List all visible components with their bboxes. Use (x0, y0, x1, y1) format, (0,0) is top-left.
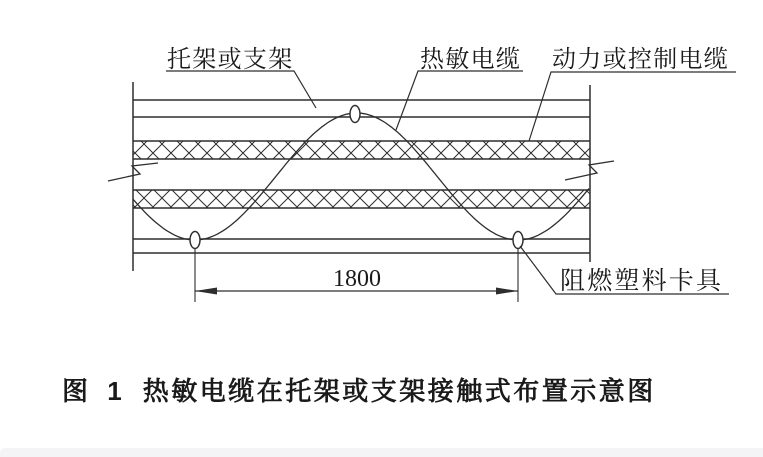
power-cable-label: 动力或控制电缆 (552, 47, 730, 73)
figure-number: 图 1 (62, 376, 128, 406)
clamp-label: 阻燃塑料卡具 (560, 268, 724, 295)
power-cable-band-top (133, 141, 590, 159)
heat-cable-label: 热敏电缆 (420, 47, 522, 73)
dimension-arrow-left (195, 288, 217, 295)
label-leaders (166, 71, 736, 294)
dimension-text: 1800 (333, 266, 381, 292)
clamp-oval-left (190, 232, 200, 249)
bracket-label: 托架或支架 (167, 47, 294, 73)
figure-caption (62, 371, 656, 408)
figure-title: 热敏电缆在托架或支架接触式布置示意图 (142, 376, 656, 406)
heat-sensing-cable-curve (133, 113, 589, 240)
footer-bar (0, 448, 763, 457)
power-cable-label-leader (529, 72, 736, 141)
power-cable-band-bottom (133, 190, 590, 208)
bracket-label-leader (166, 71, 316, 108)
clamp-oval-top (350, 106, 360, 123)
dimension-arrow-right (496, 288, 518, 295)
clamp-oval-right (513, 232, 523, 249)
